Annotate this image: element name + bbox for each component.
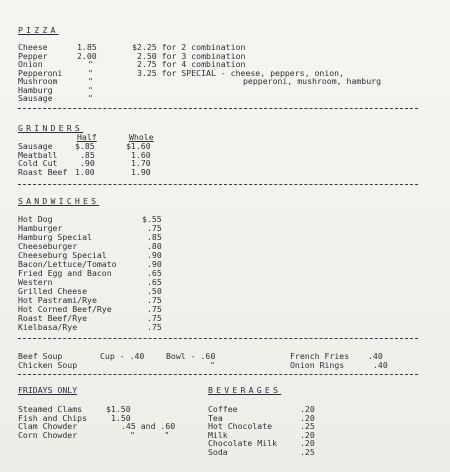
menu-item-name: Soda [208, 446, 228, 457]
menu-item-price: $1.50 [106, 404, 131, 414]
menu-item-price: .75 [147, 295, 162, 305]
menu-item-price: .20 [300, 412, 315, 423]
divider [18, 338, 418, 339]
menu-item-price: .85 [80, 149, 95, 160]
menu-item-price: .25 [300, 421, 315, 431]
divider [18, 374, 418, 375]
pizza-heading: PIZZA [18, 25, 59, 35]
menu-item-name: Pepperoni [18, 67, 63, 78]
menu-item-name: Roast Beef [18, 166, 68, 177]
menu-item-price: .25 [300, 446, 315, 457]
menu-item-name: Kielbasa/Rye [18, 322, 78, 332]
menu-item-price: " [88, 84, 93, 95]
menu-item-name: Pepper [18, 50, 48, 61]
menu-item-price: .50 [147, 286, 162, 296]
menu-item-name: Hot Pastrami/Rye [18, 295, 97, 305]
menu-item-price: " [88, 93, 93, 103]
menu-item-name: Fried Egg and Bacon [18, 268, 112, 278]
menu-item-price: .20 [300, 438, 315, 448]
menu-item-name: Grilled Cheese [18, 286, 88, 296]
menu-item-name: Sausage [18, 141, 53, 151]
menu-item-price: 1.70 [131, 158, 151, 168]
menu-item-name: Coffee [208, 404, 238, 414]
menu-item-price: .45 and .60 [121, 421, 176, 431]
menu-item-name: Onion Rings [290, 360, 345, 370]
menu-item-name: Bacon/Lettuce/Tomato [18, 259, 117, 269]
combo-line: 2.75 for 4 combination [137, 59, 246, 69]
menu-item-price: .90 [147, 250, 162, 260]
grinders-heading: GRINDERS [18, 123, 84, 133]
menu-item-price: " [88, 67, 93, 78]
menu-item-price: 1.90 [131, 166, 151, 177]
menu-item-name: Beef Soup [18, 351, 63, 361]
menu-item-name: Hot Corned Beef/Rye [18, 304, 112, 314]
menu-item-name: Milk [208, 429, 228, 440]
menu-item-price: " [88, 76, 93, 86]
menu-item-price: 2.00 [77, 50, 97, 61]
ditto-mark: " " [130, 429, 170, 440]
menu-item-price: .40 [373, 360, 388, 370]
menu-item-price: 1.00 [75, 166, 95, 177]
menu-item-price: .65 [147, 277, 162, 287]
menu-item-price: .75 [147, 304, 162, 314]
menu-item-name: Cheese [18, 42, 48, 52]
divider [18, 184, 418, 185]
menu-item-price: $.85 [75, 141, 95, 151]
menu-item-price: .75 [147, 223, 162, 233]
menu-item-name: Steamed Clams [18, 404, 83, 414]
menu-item-name: Roast Beef/Rye [18, 313, 88, 323]
menu-item-price: .20 [300, 429, 315, 440]
combo-line: $2.25 for 2 combination [132, 42, 246, 52]
menu-item-price: .90 [80, 158, 95, 168]
menu-item-price: .90 [147, 259, 162, 269]
soup-bowl-price: Bowl - .60 [166, 351, 216, 361]
menu-item-name: Chicken Soup [18, 360, 78, 370]
menu-item-price: 1.85 [77, 42, 97, 52]
menu-item-name: Hot Dog [18, 214, 53, 224]
menu-item-name: Hamburger [18, 223, 63, 233]
menu-item-name: Western [18, 277, 53, 287]
menu-item-price: .85 [147, 232, 162, 242]
menu-item-name: Fish and Chips [18, 412, 88, 423]
menu-item-price: $1.60 [126, 141, 151, 151]
menu-item-name: Corn Chowder [18, 429, 78, 440]
menu-item-name: Cheeseburger [18, 241, 78, 251]
menu-item-price: .20 [300, 404, 315, 414]
menu-item-price: .80 [147, 241, 162, 251]
menu-item-name: Hamburg Special [18, 232, 92, 242]
soup-cup-price: Cup - .40 [100, 351, 145, 361]
menu-item-name: Cheeseburg Special [18, 250, 107, 260]
menu-item-name: Tea [208, 412, 223, 423]
menu-item-price: .75 [147, 313, 162, 323]
menu-item-name: Hot Chocolate [208, 421, 273, 431]
menu-item-price: .75 [147, 322, 162, 332]
menu-item-name: Hamburg [18, 84, 53, 95]
menu-item-name: Meatball [18, 149, 58, 160]
menu-item-price: .40 [368, 351, 383, 361]
menu-item-name: Onion [18, 59, 43, 69]
menu-item-name: Chocolate Milk [208, 438, 278, 448]
menu-item-name: Mushroom [18, 76, 58, 86]
menu-item-price: .65 [147, 268, 162, 278]
sandwiches-heading: SANDWICHES [18, 196, 100, 206]
combo-line: 2.50 for 3 combination [137, 50, 246, 61]
ditto-mark: " [210, 360, 215, 370]
divider [18, 108, 418, 109]
col-header-whole: Whole [129, 132, 154, 142]
col-header-half: Half [77, 132, 97, 142]
combo-line: 3.25 for SPECIAL - cheese, peppers, onion, [137, 67, 345, 78]
combo-line: pepperoni, mushroom, hamburg [243, 76, 382, 86]
menu-item-name: Cold Cut [18, 158, 58, 168]
menu-item-name: Sausage [18, 93, 53, 103]
fridays-heading: FRIDAYS ONLY [18, 385, 78, 395]
beverages-heading: BEVERAGES [208, 385, 282, 395]
menu-item-name: Clam Chowder [18, 421, 78, 431]
menu-item-price: " [88, 59, 93, 69]
menu-item-price: 1.50 [111, 412, 131, 423]
menu-item-name: French Fries [290, 351, 350, 361]
menu-item-price: $.55 [142, 214, 162, 224]
menu-item-price: 1.60 [131, 149, 151, 160]
